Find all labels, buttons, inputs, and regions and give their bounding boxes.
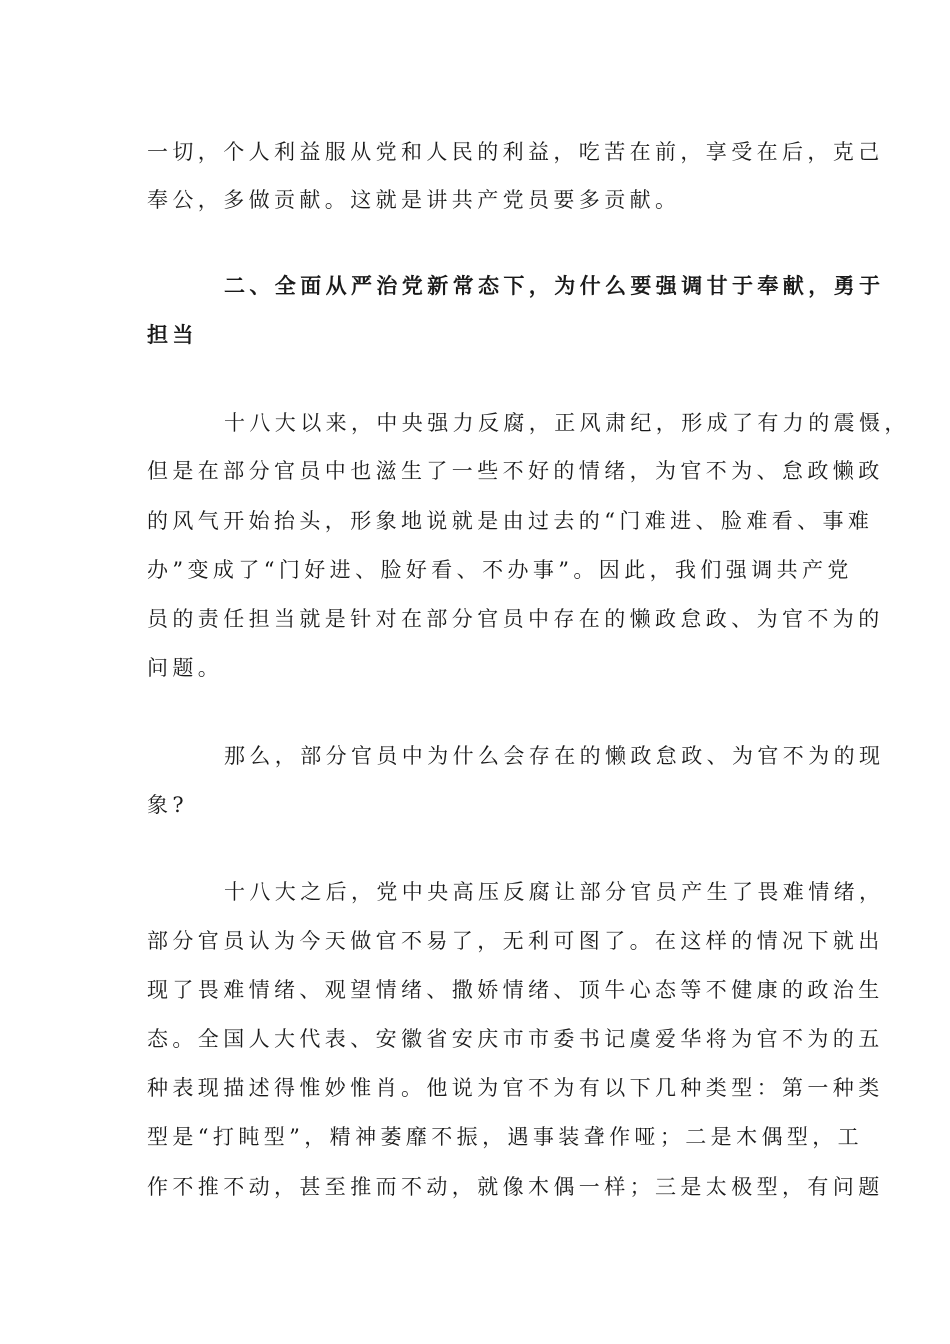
paragraph-4-line-3: 现了畏难情绪、观望情绪、撒娇情绪、顶牛心态等不健康的政治生 <box>147 978 884 1002</box>
paragraph-2-line-6: 问题。 <box>147 656 224 680</box>
paragraph-1-line-2: 奉公，多做贡献。这就是讲共产党员要多贡献。 <box>147 188 681 212</box>
paragraph-4-line-4: 态。全国人大代表、安徽省安庆市市委书记虞爱华将为官不为的五 <box>147 1027 884 1051</box>
paragraph-4-line-6: 型是“打盹型”，精神萎靡不振，遇事装聋作哑；二是木偶型，工 <box>147 1125 864 1149</box>
paragraph-4-line-2: 部分官员认为今天做官不易了，无利可图了。在这样的情况下就出 <box>147 929 884 953</box>
paragraph-2-line-4: 办”变成了“门好进、脸好看、不办事”。因此，我们强调共产党 <box>147 558 853 582</box>
paragraph-3-line-1: 那么，部分官员中为什么会存在的懒政怠政、为官不为的现 <box>224 744 885 768</box>
paragraph-2-line-3: 的风气开始抬头，形象地说就是由过去的“门难进、脸难看、事难 <box>147 509 874 533</box>
paragraph-4-line-7: 作不推不动，甚至推而不动，就像木偶一样；三是太极型，有问题 <box>147 1175 884 1199</box>
paragraph-3-line-2: 象? <box>147 793 189 817</box>
paragraph-1-line-1: 一切，个人利益服从党和人民的利益，吃苦在前，享受在后，克己 <box>147 140 884 164</box>
section-heading-line-2: 担当 <box>147 322 198 347</box>
paragraph-2-line-1: 十八大以来，中央强力反腐，正风肃纪，形成了有力的震慑， <box>224 411 910 435</box>
paragraph-2-line-5: 员的责任担当就是针对在部分官员中存在的懒政怠政、为官不为的 <box>147 607 884 631</box>
section-heading-line-1: 二、全面从严治党新常态下，为什么要强调甘于奉献，勇于 <box>224 273 885 298</box>
paragraph-2-line-2: 但是在部分官员中也滋生了一些不好的情绪，为官不为、怠政懒政 <box>147 459 884 483</box>
paragraph-4-line-5: 种表现描述得惟妙惟肖。他说为官不为有以下几种类型：第一种类 <box>147 1076 884 1100</box>
paragraph-4-line-1: 十八大之后，党中央高压反腐让部分官员产生了畏难情绪， <box>224 880 885 904</box>
